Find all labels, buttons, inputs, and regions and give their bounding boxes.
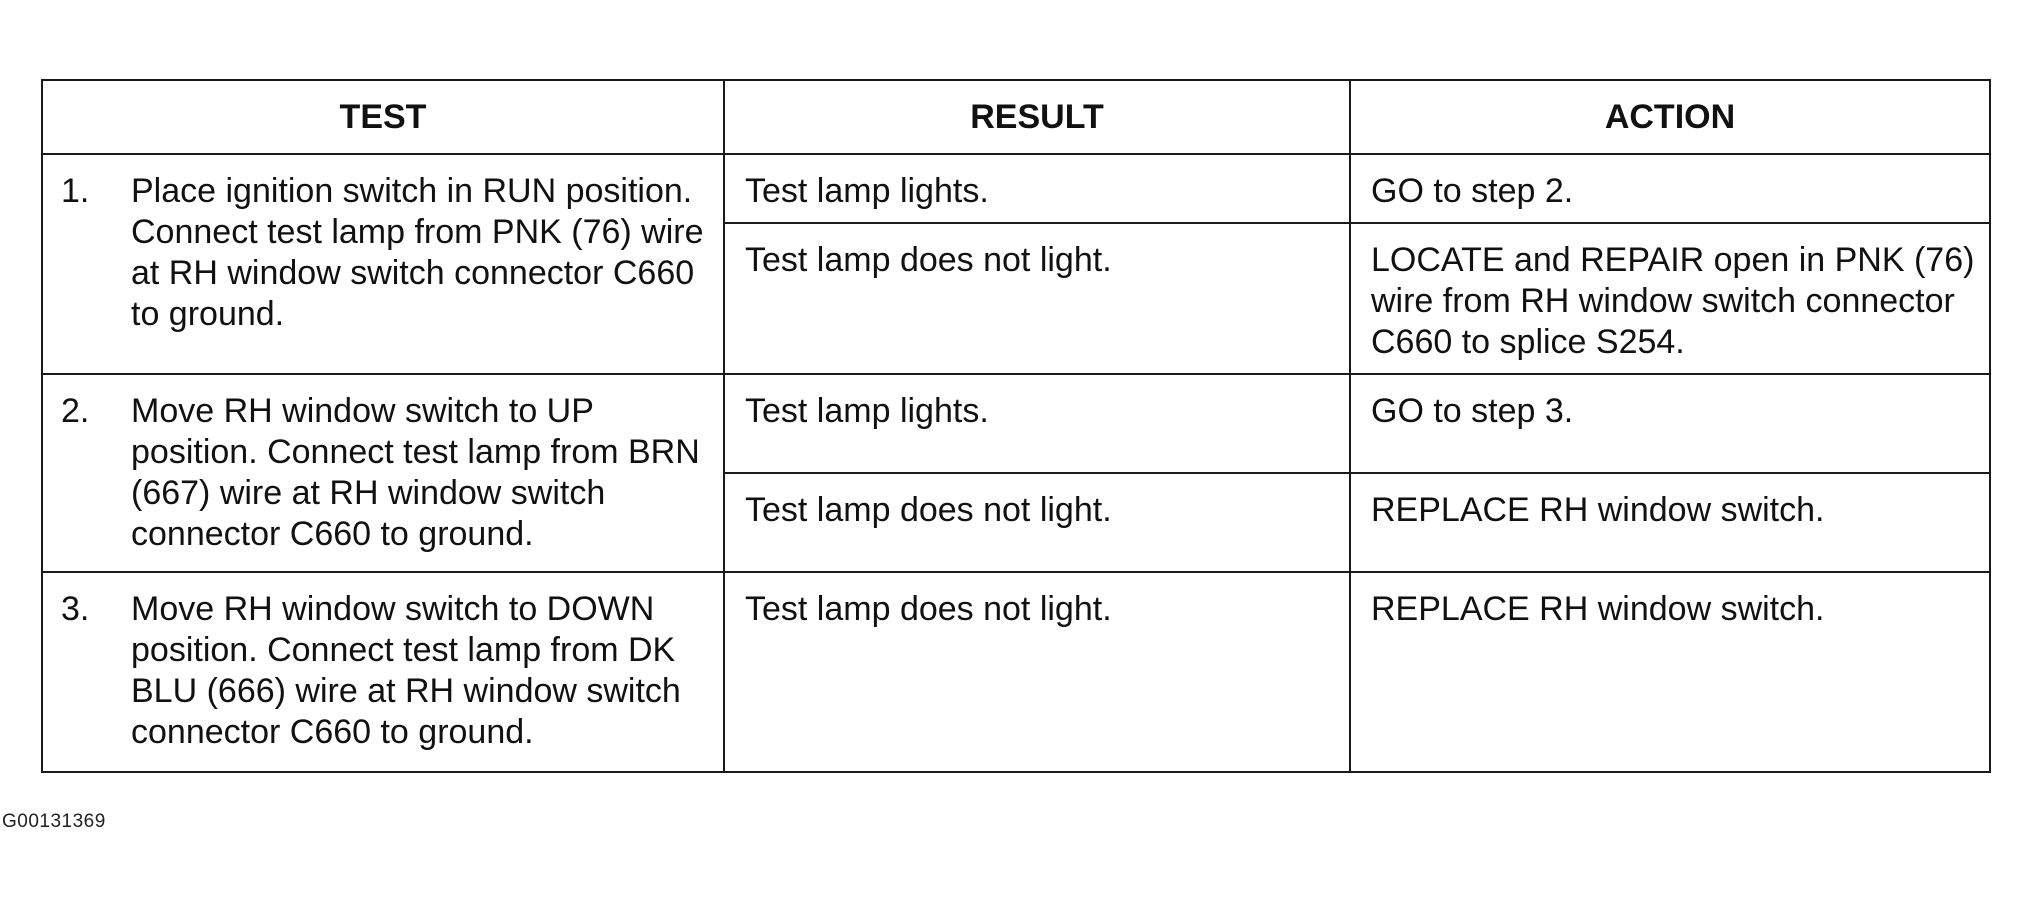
header-test: TEST <box>42 80 724 154</box>
result-cell: Test lamp does not light. <box>724 473 1350 572</box>
step-test-text: Move RH window switch to UP position. Connect test lamp from BRN (667) wire at RH window switch connector C660 to ground. <box>131 392 700 553</box>
result-cell: Test lamp lights. <box>724 374 1350 473</box>
table-header-row <box>42 80 1990 154</box>
action-cell: REPLACE RH window switch. <box>1350 473 1990 572</box>
result-cell: Test lamp does not light. <box>724 572 1350 772</box>
table-row <box>42 374 1990 473</box>
diagnostic-test-table <box>41 79 1991 773</box>
action-cell: GO to step 3. <box>1350 374 1990 473</box>
figure-id: G00131369 <box>2 811 106 832</box>
test-cell-step-3 <box>42 572 724 772</box>
test-cell-step-1 <box>42 154 724 374</box>
result-cell: Test lamp does not light. <box>724 223 1350 374</box>
table-row <box>42 572 1990 772</box>
header-result: RESULT <box>724 80 1350 154</box>
step-number: 3. <box>61 590 90 628</box>
step-test-text: Place ignition switch in RUN position. Connect test lamp from PNK (76) wire at RH window switch connector C660 to ground. <box>131 172 704 333</box>
step-number: 1. <box>61 172 90 210</box>
step-test-text: Move RH window switch to DOWN position. Connect test lamp from DK BLU (666) wire at RH window switch connector C660 to ground. <box>131 590 681 751</box>
header-action: ACTION <box>1350 80 1990 154</box>
action-cell: REPLACE RH window switch. <box>1350 572 1990 772</box>
action-cell: LOCATE and REPAIR open in PNK (76) wire from RH window switch connector C660 to splice S254. <box>1350 223 1990 374</box>
table-row <box>42 154 1990 223</box>
result-cell: Test lamp lights. <box>724 154 1350 223</box>
step-number: 2. <box>61 392 90 430</box>
test-cell-step-2 <box>42 374 724 572</box>
action-cell: GO to step 2. <box>1350 154 1990 223</box>
